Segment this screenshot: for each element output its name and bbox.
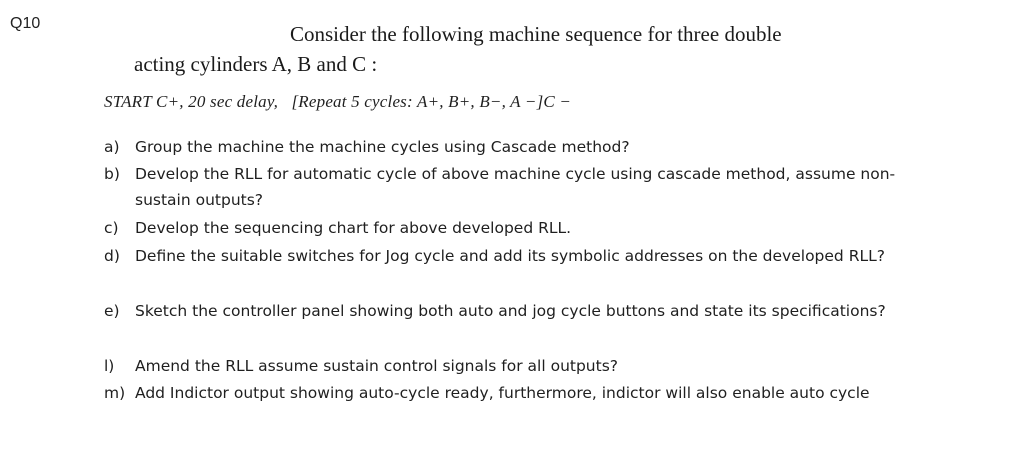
sequence-prefix: START C+, 20 sec delay, bbox=[104, 92, 279, 111]
sub-question-label: a) bbox=[104, 138, 120, 156]
machine-sequence bbox=[104, 92, 571, 112]
sub-question-label: c) bbox=[104, 219, 119, 237]
sub-question-b bbox=[104, 161, 924, 213]
sub-question-label: l) bbox=[104, 357, 115, 375]
sub-question-text: Develop the sequencing chart for above developed RLL. bbox=[135, 219, 572, 237]
sub-question-text: Sketch the controller panel showing both auto and jog cycle buttons and state its specifications? bbox=[135, 302, 886, 320]
sub-question-a bbox=[104, 134, 924, 160]
question-number: Q10 bbox=[10, 15, 41, 32]
sub-question-text: Group the machine the machine cycles using Cascade method? bbox=[135, 138, 630, 156]
sequence-repeat: [Repeat 5 cycles: A+, B+, B−, A −]C − bbox=[291, 92, 572, 111]
sub-question-d bbox=[104, 243, 924, 269]
sub-question-text: Add Indictor output showing auto-cycle ready, furthermore, indictor will also enable auto cycle bbox=[135, 384, 870, 402]
sub-question-label: d) bbox=[104, 247, 120, 265]
intro-line-1: Consider the following machine sequence for three double bbox=[290, 22, 782, 46]
sub-question-label: b) bbox=[104, 165, 120, 183]
intro-line-2: acting cylinders A, B and C : bbox=[134, 52, 378, 76]
sub-question-text: Amend the RLL assume sustain control signals for all outputs? bbox=[135, 357, 619, 375]
sub-question-label: m) bbox=[104, 384, 126, 402]
sub-question-m bbox=[104, 380, 924, 406]
sub-question-c bbox=[104, 215, 924, 241]
sub-question-text: Define the suitable switches for Jog cycle and add its symbolic addresses on the developed RLL? bbox=[135, 247, 885, 265]
sub-question-text: Develop the RLL for automatic cycle of above machine cycle using cascade method, assume non-sustain outputs? bbox=[135, 165, 896, 209]
sub-question-e bbox=[104, 298, 924, 324]
sub-question-label: e) bbox=[104, 302, 120, 320]
sub-question-l bbox=[104, 353, 924, 379]
question-intro bbox=[134, 19, 894, 79]
